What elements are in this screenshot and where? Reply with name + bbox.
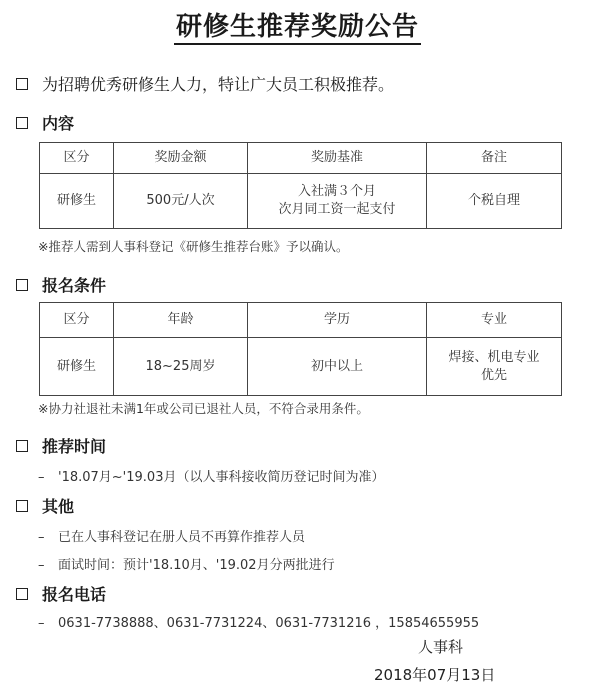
list-item: – 面试时间：预计'18.10月、'19.02月分两批进行 <box>38 558 335 573</box>
dash-bullet-icon: – <box>38 470 45 485</box>
checkbox-square-icon <box>16 588 28 600</box>
section-conditions-heading: 报名条件 <box>16 273 106 296</box>
table-row <box>40 338 562 396</box>
signature-date: 2018年07月13日 <box>374 666 496 684</box>
dash-bullet-icon: – <box>38 616 45 631</box>
table-header-cell: 区分 <box>40 143 114 174</box>
list-item: – 0631-7738888、0631-7731224、0631-7731216 ，15854655955 <box>38 616 480 631</box>
conditions-table <box>39 302 562 396</box>
table-header-cell: 学历 <box>248 303 427 338</box>
conditions-note: ※协力社退社未满1年或公司已退社人员，不符合录用条件。 <box>38 401 369 416</box>
table-cell-multiline <box>248 174 427 229</box>
content-note: ※推荐人需到人事科登记《研修生推荐台账》予以确认。 <box>38 239 349 254</box>
table-header-cell: 区分 <box>40 303 114 338</box>
table-header-cell: 奖励金额 <box>114 143 248 174</box>
table-cell-line: 焊接、机电专业 <box>448 349 540 365</box>
notice-title: 研修生推荐奖励公告 <box>0 6 595 43</box>
reward-table <box>39 142 562 229</box>
table-cell: 初中以上 <box>248 338 427 396</box>
section-time-heading: 推荐时间 <box>16 434 106 457</box>
table-header-cell: 年龄 <box>114 303 248 338</box>
checkbox-square-icon <box>16 440 28 452</box>
table-cell-multiline <box>427 338 562 396</box>
dash-bullet-icon: – <box>38 530 45 545</box>
table-cell: 个税自理 <box>427 174 562 229</box>
checkbox-square-icon <box>16 117 28 129</box>
intro-text: 为招聘优秀研修生人力，特让广大员工积极推荐。 <box>42 75 395 94</box>
table-cell: 研修生 <box>40 338 114 396</box>
signature-department: 人事科 <box>418 638 464 656</box>
list-item: – '18.07月~'19.03月（以人事科接收简历登记时间为准） <box>38 470 385 485</box>
table-header-cell: 奖励基准 <box>248 143 427 174</box>
table-cell: 研修生 <box>40 174 114 229</box>
section-other-heading: 其他 <box>16 494 74 517</box>
table-header-cell: 备注 <box>427 143 562 174</box>
table-header-row <box>40 143 562 174</box>
checkbox-square-icon <box>16 78 28 90</box>
table-cell-line: 入社满３个月 <box>297 184 376 199</box>
table-header-cell: 专业 <box>427 303 562 338</box>
section-content-heading: 内容 <box>16 111 74 134</box>
dash-bullet-icon: – <box>38 558 45 573</box>
table-cell-line: 次月同工资一起支付 <box>278 202 396 217</box>
table-cell: 18~25周岁 <box>114 338 248 396</box>
table-row <box>40 174 562 229</box>
table-header-row <box>40 303 562 338</box>
table-cell-line: 优先 <box>480 367 507 383</box>
checkbox-square-icon <box>16 279 28 291</box>
intro-line <box>16 72 394 95</box>
list-item: – 已在人事科登记在册人员不再算作推荐人员 <box>38 530 306 545</box>
checkbox-square-icon <box>16 500 28 512</box>
table-cell: 500元/人次 <box>114 174 248 229</box>
section-phone-heading: 报名电话 <box>16 582 106 605</box>
